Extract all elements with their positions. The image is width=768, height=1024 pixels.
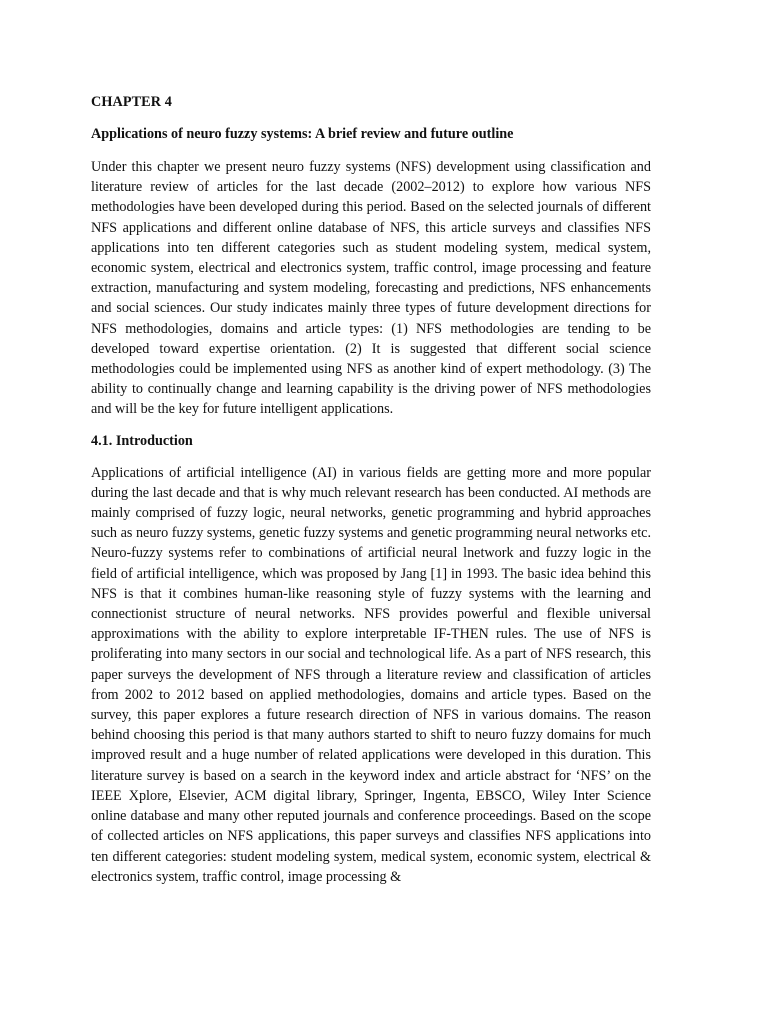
introduction-paragraph: Applications of artificial intelligence (AI) in various fields are getting more and more popular during the last decade and that is why much relevant research has been conducted. AI methods are mainly comprised of fuzzy logic, neural networks, genetic programming and hybrid approaches such as neuro fuzzy systems, genetic fuzzy systems and genetic programming neural networks etc. Neuro-fuzzy systems refer to combinations of artificial neural lnetwork and fuzzy logic in the field of artificial intelligence, which was proposed by Jang [1] in 1993. The basic idea behind this NFS is that it combines human-like reasoning style of fuzzy systems with the learning and connectionist structure of neural networks. NFS provides powerful and flexible universal approximations with the ability to explore interpretable IF-THEN rules. The use of NFS is proliferating into many sectors in our social and technological life. As a part of NFS research, this paper surveys the development of NFS through a literature review and classification of articles from 2002 to 2012 based on applied methodologies, domains and article types. Based on the survey, this paper explores a future research direction of NFS in various domains. The reason behind choosing this period is that many authors started to shift to neuro fuzzy domains for much improved result and a huge number of related applications were developed in this duration. This literature survey is based on a search in the keyword index and article abstract for ‘NFS’ on the IEEE Xplore, Elsevier, ACM digital library, Springer, Ingenta, EBSCO, Wiley Inter Science online database and many other reputed journals and conference proceedings. Based on the scope of collected articles on NFS applications, this paper surveys and classifies NFS applications into ten different categories: student modeling system, medical system, economic system, electrical & electronics system, traffic control, image processing & [91,464,651,885]
section-heading: 4.1. Introduction [91,432,193,449]
abstract-paragraph: Under this chapter we present neuro fuzzy systems (NFS) development using classification and literature review of articles for the last decade (2002–2012) to explore how various NFS methodologies have been developed during this period. Based on the selected journals of different NFS applications and different online database of NFS, this article surveys and classifies NFS applications into ten different categories such as student modeling system, medical system, economic system, electrical and electronics system, traffic control, image processing and feature extraction, manufacturing and system modeling, forecasting and predictions, NFS enhancements and social sciences. Our study indicates mainly three types of future development directions for NFS methodologies, domains and article types: (1) NFS methodologies are tending to be developed toward expertise orientation. (2) It is suggested that different social science methodologies could be implemented using NFS as another kind of expert methodology. (3) The ability to continually change and learning capability is the driving power of NFS methodologies and will be the key for future intelligent applications. [91,159,651,418]
chapter-label: CHAPTER 4 [91,94,172,110]
chapter-title: Applications of neuro fuzzy systems: A brief review and future outline [91,126,514,142]
page-content [91,93,651,899]
